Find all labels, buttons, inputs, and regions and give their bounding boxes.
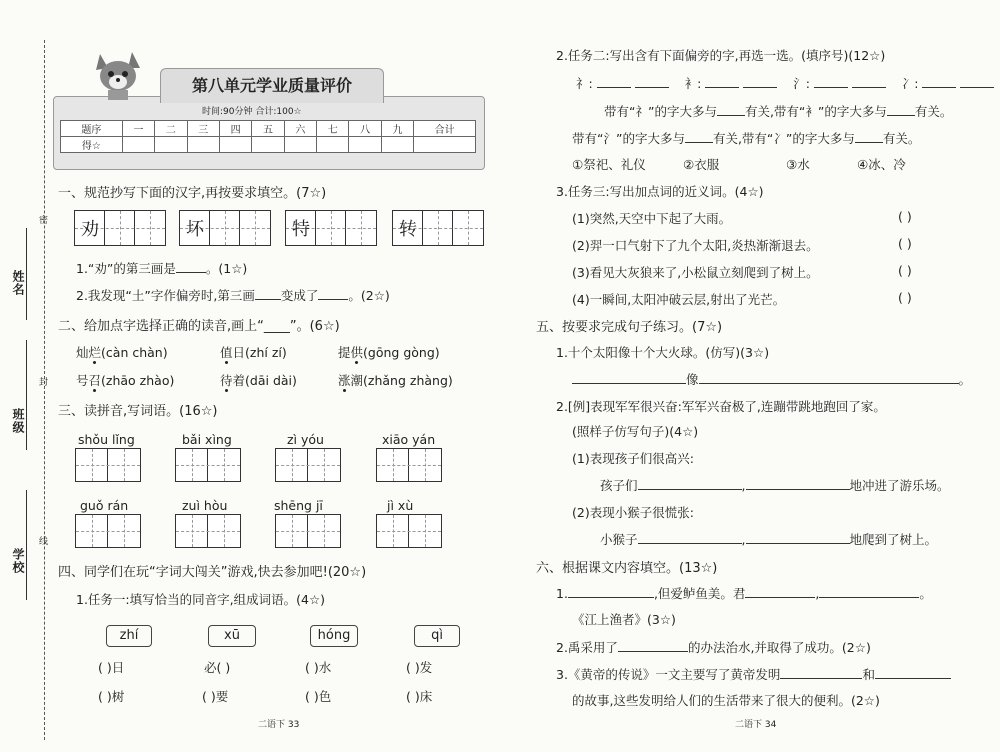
pinyin-options: (zhǎng zhàng) (363, 373, 453, 388)
task3-title: 3.任务三:写出加点词的近义词。(4☆) (556, 184, 764, 199)
option-4: ④冰、冷 (857, 157, 906, 172)
word-grid[interactable] (275, 514, 341, 548)
word-grid[interactable] (175, 448, 241, 482)
q4-title: 四、同学们在玩“字词大闯关”游戏,快去参加吧!(20☆) (58, 565, 367, 580)
synonym-item: (1)突然,天空中下起了大雨。 (572, 211, 732, 226)
copy-grid-3[interactable] (285, 210, 377, 246)
word-char: 日 (232, 345, 246, 360)
copy-grid-1[interactable] (74, 210, 166, 246)
fill-item[interactable]: ( )要 (202, 689, 229, 704)
answer-paren[interactable]: ( ) (898, 236, 912, 251)
pron-item[interactable] (220, 343, 287, 361)
text: 有关。 (914, 104, 953, 119)
q6-2 (556, 638, 871, 656)
blank[interactable] (819, 597, 919, 598)
score-header-cell: 合计 (414, 121, 476, 137)
copy-grid-2[interactable] (179, 210, 271, 246)
q3-title: 三、读拼音,写词语。(16☆) (58, 404, 218, 419)
radical-label: 衤: (684, 76, 702, 91)
word-grid[interactable] (175, 514, 241, 548)
score-cell[interactable] (284, 137, 316, 153)
option-1: ①祭祀、礼仪 (572, 157, 646, 172)
fill-item[interactable]: ( )床 (406, 689, 433, 704)
q1-sub2-text: 2.我发现“土”字作偏旁时,第三画 (76, 288, 255, 303)
blank[interactable] (743, 87, 777, 88)
score-cell[interactable] (155, 137, 187, 153)
blank[interactable] (746, 543, 850, 544)
q6-3b: 的故事,这些发明给人们的生活带来了很大的便利。(2☆) (572, 693, 880, 708)
text: 有关,带有“冫”的字大多与 (712, 131, 855, 146)
binding-line (44, 40, 45, 740)
blank[interactable] (852, 87, 886, 88)
blank[interactable] (635, 87, 669, 88)
blank[interactable] (780, 678, 862, 679)
q6-3 (556, 665, 951, 683)
pinyin-options: (gōng gòng) (363, 345, 440, 360)
pinyin-label: zì yóu (287, 432, 324, 447)
blank[interactable] (699, 383, 959, 384)
blank[interactable] (875, 678, 951, 679)
pinyin-options: (zhí zí) (245, 345, 287, 360)
blank[interactable] (745, 597, 815, 598)
synonym-item: (2)羿一口气射下了九个太阳,炎热渐渐退去。 (572, 238, 819, 253)
fox-mascot-icon (88, 46, 148, 102)
q5-2-1-line: 孩子们 , 地冲进了游乐场。 (600, 478, 950, 493)
text: 带有“氵”的字大多与 (572, 131, 685, 146)
pinyin-label: shǒu lǐng (78, 432, 135, 447)
dotted-char: 值 (220, 345, 233, 360)
text: 1. (556, 586, 568, 601)
model-char: 特 (292, 219, 310, 240)
pinyin-label: xiāo yán (382, 432, 436, 447)
pron-item[interactable] (76, 343, 168, 361)
pinyin-label: shēng jī (274, 498, 323, 513)
model-char: 劝 (81, 219, 99, 240)
text: 的办法治水,并取得了成功。(2☆) (687, 640, 871, 655)
text: 地爬到了树上。 (849, 532, 938, 547)
blank[interactable] (638, 543, 742, 544)
score-cell[interactable] (349, 137, 381, 153)
radical-row (576, 74, 994, 92)
dotted-char: 供 (350, 345, 364, 360)
blank[interactable] (568, 597, 654, 598)
fill-item[interactable]: ( )水 (305, 660, 332, 675)
blank[interactable] (255, 299, 281, 300)
score-header-cell: 九 (381, 121, 413, 137)
q5-1: 1.十个太阳像十个大火球。(仿写)(3☆) (556, 345, 770, 360)
score-header-cell: 题序 (61, 121, 123, 137)
answer-paren[interactable]: ( ) (898, 263, 912, 278)
blank[interactable] (318, 299, 348, 300)
blank[interactable] (960, 87, 994, 88)
answer-paren[interactable]: ( ) (898, 209, 912, 224)
score-header-cell: 一 (122, 121, 154, 137)
score-cell[interactable] (252, 137, 284, 153)
pinyin-tag: zhí (106, 625, 152, 647)
score-cell[interactable] (381, 137, 413, 153)
fill-item[interactable]: ( )发 (406, 660, 433, 675)
text: 3.《黄帝的传说》一文主要写了黄帝发明 (556, 667, 781, 682)
pinyin-tag: xū (208, 625, 256, 647)
blank[interactable] (855, 142, 883, 143)
pinyin-options: (càn chàn) (101, 345, 168, 360)
task2-line2 (572, 129, 920, 147)
text: 2.禹采用了 (556, 640, 618, 655)
copy-grid-4[interactable] (392, 210, 484, 246)
dotted-char: 待 (220, 373, 233, 388)
blank[interactable] (814, 87, 848, 88)
pron-item[interactable] (338, 371, 453, 389)
page-number-left: 二语下 33 (258, 720, 300, 730)
page-number-right: 二语下 34 (735, 720, 777, 730)
score-header-cell: 七 (317, 121, 349, 137)
q5-2-2: (2)表现小猴子很慌张: (572, 505, 694, 520)
score-table (60, 120, 476, 153)
fill-item[interactable]: ( )色 (305, 689, 332, 704)
class-label: 班级 (11, 408, 25, 434)
text: 地冲进了游乐场。 (849, 478, 950, 493)
name-label: 姓名 (11, 270, 25, 296)
score-cell[interactable] (219, 137, 251, 153)
score-header-cell: 六 (284, 121, 316, 137)
q1-sub1-end: 。(1☆) (205, 261, 248, 276)
q1-title: 一、规范抄写下面的汉字,再按要求填空。(7☆) (58, 186, 327, 201)
blank[interactable] (176, 272, 206, 273)
pron-item[interactable] (220, 371, 297, 389)
time-info: 时间:90分钟 合计:100☆ (202, 107, 302, 117)
word-char: 提 (338, 345, 351, 360)
option-3: ③水 (786, 157, 810, 172)
seal-label-1: 密 (37, 215, 47, 225)
score-cell[interactable] (122, 137, 154, 153)
blank[interactable] (746, 489, 850, 490)
q5-title: 五、按要求完成句子练习。(7☆) (536, 320, 723, 335)
text: 有关,带有“衤”的字大多与 (744, 104, 887, 119)
pinyin-label: bǎi xìng (182, 432, 232, 447)
class-line[interactable] (26, 340, 28, 450)
q1-sub1 (76, 259, 247, 277)
dotted-char: 召 (88, 373, 102, 388)
score-header-cell: 八 (349, 121, 381, 137)
page-title: 第八单元学业质量评价 (160, 68, 384, 103)
text: 孩子们 (600, 478, 638, 493)
pinyin-tag: hóng (310, 625, 358, 647)
name-line[interactable] (26, 228, 28, 320)
pinyin-options: (zhāo zhào) (101, 373, 175, 388)
word-grid[interactable] (376, 514, 442, 548)
score-header-cell: 五 (252, 121, 284, 137)
q5-1-line: 像 。 (572, 370, 971, 388)
score-header-cell: 四 (219, 121, 251, 137)
score-cell[interactable] (414, 137, 476, 153)
score-cell[interactable] (187, 137, 219, 153)
fill-item[interactable]: ( )日 (98, 660, 125, 675)
task2-title: 2.任务二:写出含有下面偏旁的字,再选一选。(填序号)(12☆) (556, 48, 886, 63)
fill-item[interactable]: 必( ) (204, 660, 231, 675)
seal-label-3: 线 (37, 536, 47, 546)
dotted-char: 涨 (338, 373, 351, 388)
school-line[interactable] (26, 490, 28, 600)
text: ,但爱鲈鱼美。君 (653, 586, 746, 601)
blank[interactable] (887, 115, 915, 116)
pinyin-tag: qì (414, 625, 460, 647)
text: 像 (686, 372, 699, 387)
task2-line1 (604, 102, 952, 120)
pinyin-label: zuì hòu (182, 498, 228, 513)
model-char: 坏 (186, 219, 204, 240)
seal-label-2: 封 (37, 377, 47, 387)
school-label: 学校 (11, 548, 25, 574)
q6-1: 1. ,但爱鲈鱼美。君 , 。 (556, 586, 932, 601)
q5-2-2-line: 小猴子 , 地爬到了树上。 (600, 532, 938, 547)
q5-2b: (照样子仿写句子)(4☆) (572, 424, 699, 439)
dotted-char: 烂 (88, 345, 102, 360)
score-header-cell: 三 (187, 121, 219, 137)
radical-label: 冫: (901, 76, 919, 91)
model-char: 转 (399, 219, 417, 240)
blank[interactable] (597, 87, 631, 88)
word-char: 号 (76, 373, 89, 388)
blank[interactable] (638, 489, 742, 490)
blank[interactable] (572, 383, 686, 384)
word-grid[interactable] (75, 448, 141, 482)
word-grid[interactable] (75, 514, 141, 548)
q6-1-source: 《江上渔者》(3☆) (572, 612, 676, 627)
synonym-item: (3)看见大灰狼来了,小松鼠立刻爬到了树上。 (572, 265, 819, 280)
blank[interactable] (685, 142, 713, 143)
pinyin-label: jì xù (387, 498, 414, 513)
text: 小猴子 (600, 532, 638, 547)
blank[interactable] (717, 115, 745, 116)
blank[interactable] (618, 651, 688, 652)
fill-item[interactable]: ( )树 (98, 689, 125, 704)
answer-paren[interactable]: ( ) (898, 290, 912, 305)
word-char: 着 (232, 373, 246, 388)
radical-label: 氵: (793, 76, 810, 91)
pinyin-options: (dāi dài) (245, 373, 297, 388)
synonym-item: (4)一瞬间,太阳冲破云层,射出了光芒。 (572, 292, 786, 307)
text: 有关。 (882, 131, 921, 146)
q1-sub2 (76, 286, 390, 304)
score-row-label: 得☆ (61, 137, 123, 153)
q2-title: 二、给加点字选择正确的读音,画上“____”。(6☆) (58, 319, 340, 334)
score-header-cell: 二 (155, 121, 187, 137)
radical-label: 礻: (576, 76, 593, 91)
text: 带有“礻”的字大多与 (604, 104, 717, 119)
q5-2: 2.[例]表现军军很兴奋:军军兴奋极了,连蹦带跳地跑回了家。 (556, 399, 886, 414)
pron-item[interactable] (76, 371, 174, 389)
q1-sub1-text: 1.“劝”的第三画是 (76, 261, 176, 276)
q1-sub2-end: 。(2☆) (348, 288, 390, 303)
task1-title: 1.任务一:填写恰当的同音字,组成词语。(4☆) (76, 592, 326, 607)
q6-title: 六、根据课文内容填空。(13☆) (536, 561, 718, 576)
word-grid[interactable] (275, 448, 341, 482)
score-cell[interactable] (317, 137, 349, 153)
pron-item[interactable] (338, 343, 440, 361)
pinyin-label: guǒ rán (80, 498, 129, 513)
blank[interactable] (922, 87, 956, 88)
q5-2-1: (1)表现孩子们很高兴: (572, 451, 694, 466)
q1-sub2-mid: 变成了 (280, 288, 319, 303)
word-char: 灿 (76, 345, 89, 360)
option-2: ②衣服 (683, 157, 720, 172)
word-char: 潮 (350, 373, 364, 388)
text: 和 (862, 667, 875, 682)
word-grid[interactable] (376, 448, 442, 482)
blank[interactable] (705, 87, 739, 88)
